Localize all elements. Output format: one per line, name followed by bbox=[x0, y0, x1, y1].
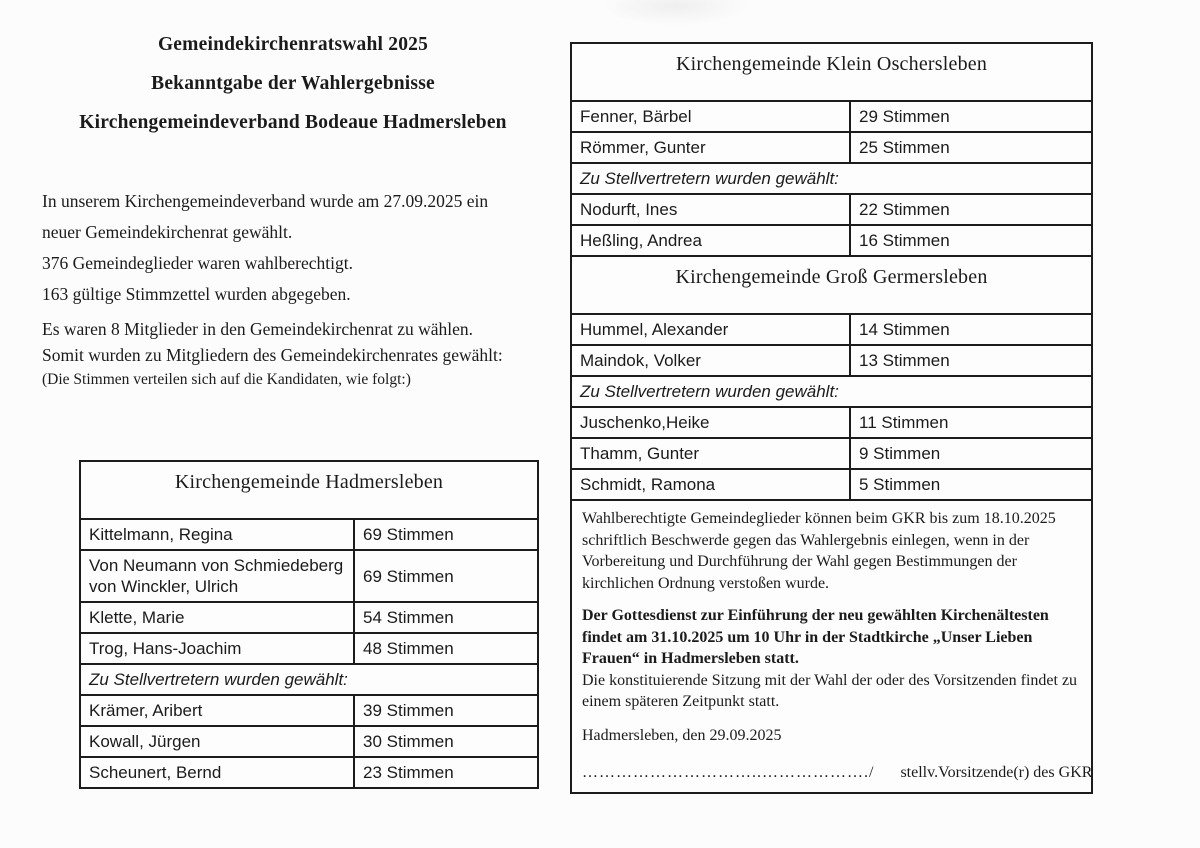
document-title-block bbox=[42, 34, 544, 134]
deputy-votes: 5 Stimmen bbox=[850, 469, 1092, 500]
deputy-name: Krämer, Aribert bbox=[80, 695, 354, 726]
deputies-label: Zu Stellvertretern wurden gewählt: bbox=[571, 163, 1092, 194]
member-name: Von Neumann von Schmiedeberg von Winckler, Ulrich bbox=[80, 550, 354, 602]
deputy-row bbox=[571, 469, 1092, 500]
member-name: Kittelmann, Regina bbox=[80, 519, 354, 550]
deputy-name: Juschenko,Heike bbox=[571, 407, 850, 438]
deputies-label-row bbox=[571, 376, 1092, 407]
intro-line: (Die Stimmen verteilen sich auf die Kandidaten, wie folgt:) bbox=[42, 371, 411, 388]
table-title-klein-oschersleben: Kirchengemeinde Klein Oschersleben bbox=[571, 43, 1092, 101]
signature-role-label: stellv.Vorsitzende(r) des GKR bbox=[900, 764, 1093, 781]
deputy-votes: 11 Stimmen bbox=[850, 407, 1092, 438]
deputy-row bbox=[80, 726, 538, 757]
intro-text-block bbox=[42, 186, 544, 391]
deputy-row bbox=[80, 695, 538, 726]
deputy-name: Scheunert, Bernd bbox=[80, 757, 354, 788]
deputy-votes: 16 Stimmen bbox=[850, 225, 1092, 256]
constituting-session-note: Die konstituierende Sitzung mit der Wahl der oder des Vorsitzenden findet zu einem späteren Zeitpunkt statt. bbox=[582, 671, 1078, 710]
deputy-row bbox=[80, 757, 538, 788]
deputies-label-row bbox=[571, 163, 1092, 194]
page-subtitle-association: Kirchengemeindeverband Bodeaue Hadmersleben bbox=[79, 112, 507, 133]
member-name: Maindok, Volker bbox=[571, 345, 850, 376]
table-title-row bbox=[571, 43, 1092, 101]
member-votes: 13 Stimmen bbox=[850, 345, 1092, 376]
intro-line: 376 Gemeindeglieder waren wahlberechtigt. bbox=[42, 253, 353, 273]
member-votes: 25 Stimmen bbox=[850, 132, 1092, 163]
service-announcement: Der Gottesdienst zur Einführung der neu gewählten Kirchenältesten findet am 31.10.2025 um 10 Uhr in der Stadtkirche „Unser Lieben Frauen“ in Hadmersleben statt. bbox=[582, 607, 1049, 667]
table-title-gross-germersleben: Kirchengemeinde Groß Germersleben bbox=[571, 256, 1092, 314]
deputy-name: Nodurft, Ines bbox=[571, 194, 850, 225]
deputy-row bbox=[571, 407, 1092, 438]
member-votes: 54 Stimmen bbox=[354, 602, 538, 633]
member-row bbox=[80, 633, 538, 664]
deputy-name: Schmidt, Ramona bbox=[571, 469, 850, 500]
intro-line: 163 gültige Stimmzettel wurden abgegeben. bbox=[42, 284, 351, 304]
member-votes: 48 Stimmen bbox=[354, 633, 538, 664]
intro-line: neuer Gemeindekirchenrat gewählt. bbox=[42, 222, 293, 242]
notice-row bbox=[571, 500, 1092, 793]
member-row bbox=[80, 602, 538, 633]
table-title-row bbox=[80, 461, 538, 519]
deputies-label: Zu Stellvertretern wurden gewählt: bbox=[80, 664, 538, 695]
deputy-name: Kowall, Jürgen bbox=[80, 726, 354, 757]
left-column bbox=[42, 34, 544, 391]
signature-line bbox=[582, 762, 1093, 784]
deputy-row bbox=[571, 194, 1092, 225]
objection-notice: Wahlberechtigte Gemeindeglieder können beim GKR bis zum 18.10.2025 schriftlich Beschwerde gegen das Wahlergebnis einlegen, wenn in der Vorbereitung und Durchführung der Wahl gegen Bestimmungen der kirchlichen Ordnung verstoßen wurde. bbox=[582, 510, 1056, 592]
scan-artifact bbox=[600, 0, 750, 26]
member-row bbox=[571, 345, 1092, 376]
table-title-row bbox=[571, 256, 1092, 314]
member-name: Klette, Marie bbox=[80, 602, 354, 633]
member-name: Römmer, Gunter bbox=[571, 132, 850, 163]
page-title: Gemeindekirchenratswahl 2025 bbox=[157, 34, 429, 55]
member-name: Hummel, Alexander bbox=[571, 314, 850, 345]
intro-line: In unserem Kirchengemeindeverband wurde am 27.09.2025 ein bbox=[42, 191, 489, 211]
member-row bbox=[80, 519, 538, 550]
intro-line: Es waren 8 Mitglieder in den Gemeindekirchenrat zu wählen. bbox=[42, 319, 474, 339]
member-row bbox=[571, 314, 1092, 345]
member-row bbox=[571, 132, 1092, 163]
member-name: Trog, Hans-Joachim bbox=[80, 633, 354, 664]
deputy-votes: 30 Stimmen bbox=[354, 726, 538, 757]
member-row bbox=[80, 550, 538, 602]
signature-dotted-line: …………………………..………………./ bbox=[582, 764, 875, 781]
deputies-label: Zu Stellvertretern wurden gewählt: bbox=[571, 376, 1092, 407]
deputy-row bbox=[571, 438, 1092, 469]
deputy-votes: 9 Stimmen bbox=[850, 438, 1092, 469]
results-table-right bbox=[570, 42, 1093, 794]
deputy-row bbox=[571, 225, 1092, 256]
deputy-votes: 22 Stimmen bbox=[850, 194, 1092, 225]
deputy-name: Thamm, Gunter bbox=[571, 438, 850, 469]
notice-block bbox=[571, 500, 1092, 793]
member-votes: 14 Stimmen bbox=[850, 314, 1092, 345]
place-and-date: Hadmersleben, den 29.09.2025 bbox=[582, 726, 782, 744]
deputy-name: Heßling, Andrea bbox=[571, 225, 850, 256]
member-votes: 69 Stimmen bbox=[354, 519, 538, 550]
page-subtitle: Bekanntgabe der Wahlergebnisse bbox=[151, 73, 435, 94]
intro-line: Somit wurden zu Mitgliedern des Gemeindekirchenrates gewählt: bbox=[42, 345, 503, 365]
member-name: Fenner, Bärbel bbox=[571, 101, 850, 132]
member-votes: 29 Stimmen bbox=[850, 101, 1092, 132]
deputy-votes: 23 Stimmen bbox=[354, 757, 538, 788]
member-votes: 69 Stimmen bbox=[354, 550, 538, 602]
table-title: Kirchengemeinde Hadmersleben bbox=[80, 461, 538, 519]
deputies-label-row bbox=[80, 664, 538, 695]
deputy-votes: 39 Stimmen bbox=[354, 695, 538, 726]
results-table-hadmersleben bbox=[79, 460, 539, 789]
member-row bbox=[571, 101, 1092, 132]
